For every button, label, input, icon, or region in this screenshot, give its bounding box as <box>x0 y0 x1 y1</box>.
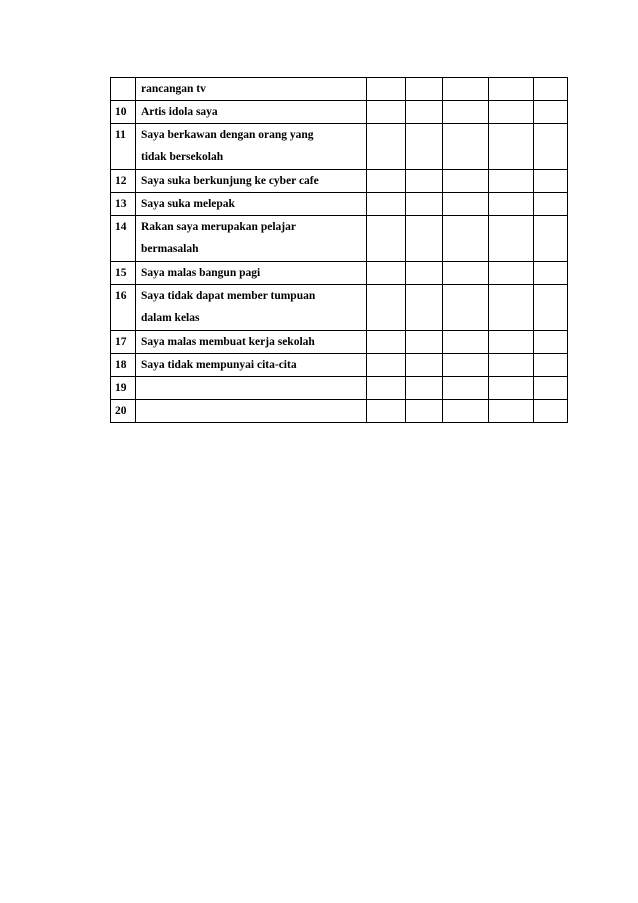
table-row <box>111 377 568 400</box>
statement-cell <box>136 124 367 170</box>
rating-cell-2 <box>406 170 443 193</box>
table-row <box>111 262 568 285</box>
rating-cell-5 <box>534 170 568 193</box>
rating-cell-4 <box>489 331 534 354</box>
table-row <box>111 331 568 354</box>
statement-cell <box>136 377 367 400</box>
row-number: 19 <box>111 377 136 400</box>
table-row <box>111 285 568 331</box>
statement-cell <box>136 331 367 354</box>
rating-cell-3 <box>443 354 489 377</box>
statement-cell <box>136 400 367 423</box>
statement-text: Saya malas bangun pagi <box>141 267 261 279</box>
statement-text-line-1: Saya berkawan dengan orang yang <box>141 129 314 141</box>
statement-cell <box>136 262 367 285</box>
rating-cell-1 <box>367 400 406 423</box>
rating-cell-5 <box>534 124 568 170</box>
rating-cell-4 <box>489 101 534 124</box>
statement-cell <box>136 101 367 124</box>
statement-text: rancangan tv <box>141 83 206 95</box>
table-row <box>111 101 568 124</box>
rating-cell-2 <box>406 262 443 285</box>
statement-text-line-2: dalam kelas <box>141 312 200 324</box>
rating-cell-2 <box>406 216 443 262</box>
rating-cell-2 <box>406 124 443 170</box>
rating-cell-1 <box>367 262 406 285</box>
row-number: 13 <box>111 193 136 216</box>
rating-cell-5 <box>534 101 568 124</box>
statement-text <box>141 377 366 399</box>
row-number: 11 <box>111 124 136 170</box>
row-number: 15 <box>111 262 136 285</box>
rating-cell-1 <box>367 124 406 170</box>
rating-cell-3 <box>443 377 489 400</box>
rating-cell-3 <box>443 101 489 124</box>
rating-cell-1 <box>367 193 406 216</box>
row-number: 16 <box>111 285 136 331</box>
rating-cell-5 <box>534 400 568 423</box>
row-number: 12 <box>111 170 136 193</box>
rating-cell-5 <box>534 262 568 285</box>
table-row <box>111 216 568 262</box>
rating-cell-4 <box>489 377 534 400</box>
rating-cell-3 <box>443 124 489 170</box>
rating-cell-2 <box>406 78 443 101</box>
rating-cell-4 <box>489 354 534 377</box>
row-number: 10 <box>111 101 136 124</box>
rating-cell-3 <box>443 400 489 423</box>
table-row <box>111 124 568 170</box>
rating-cell-1 <box>367 285 406 331</box>
rating-cell-4 <box>489 285 534 331</box>
rating-cell-3 <box>443 193 489 216</box>
row-number: 17 <box>111 331 136 354</box>
row-number: 18 <box>111 354 136 377</box>
statement-cell <box>136 285 367 331</box>
rating-cell-4 <box>489 216 534 262</box>
statement-text-line-1: Saya tidak dapat member tumpuan <box>141 290 316 302</box>
table-row <box>111 78 568 101</box>
rating-cell-2 <box>406 285 443 331</box>
rating-cell-5 <box>534 285 568 331</box>
rating-cell-4 <box>489 78 534 101</box>
rating-cell-3 <box>443 285 489 331</box>
rating-cell-5 <box>534 193 568 216</box>
rating-cell-5 <box>534 216 568 262</box>
row-number: 20 <box>111 400 136 423</box>
rating-cell-2 <box>406 354 443 377</box>
statement-text-line-1: Rakan saya merupakan pelajar <box>141 221 296 233</box>
rating-cell-1 <box>367 354 406 377</box>
statement-text: Saya suka berkunjung ke cyber cafe <box>141 175 319 187</box>
rating-cell-5 <box>534 78 568 101</box>
statement-text: Saya malas membuat kerja sekolah <box>141 336 315 348</box>
statement-text-line-2: bermasalah <box>141 243 199 255</box>
rating-cell-4 <box>489 124 534 170</box>
table-row <box>111 170 568 193</box>
statement-cell <box>136 354 367 377</box>
statement-text: Saya tidak mempunyai cita-cita <box>141 359 297 371</box>
rating-cell-2 <box>406 193 443 216</box>
statement-text: Artis idola saya <box>141 106 218 118</box>
row-number <box>111 78 136 101</box>
rating-cell-5 <box>534 377 568 400</box>
rating-cell-1 <box>367 331 406 354</box>
rating-cell-2 <box>406 101 443 124</box>
row-number: 14 <box>111 216 136 262</box>
rating-cell-2 <box>406 377 443 400</box>
questionnaire-table <box>110 77 568 423</box>
table-row <box>111 193 568 216</box>
rating-cell-4 <box>489 193 534 216</box>
rating-cell-1 <box>367 377 406 400</box>
rating-cell-3 <box>443 170 489 193</box>
statement-text-line-2: tidak bersekolah <box>141 151 224 163</box>
rating-cell-4 <box>489 170 534 193</box>
rating-cell-3 <box>443 262 489 285</box>
rating-cell-4 <box>489 400 534 423</box>
rating-cell-5 <box>534 354 568 377</box>
rating-cell-1 <box>367 216 406 262</box>
rating-cell-2 <box>406 331 443 354</box>
statement-cell <box>136 216 367 262</box>
rating-cell-3 <box>443 331 489 354</box>
table-row <box>111 400 568 423</box>
statement-cell <box>136 170 367 193</box>
rating-cell-5 <box>534 331 568 354</box>
statement-cell <box>136 193 367 216</box>
rating-cell-2 <box>406 400 443 423</box>
statement-cell <box>136 78 367 101</box>
statement-text <box>141 400 366 422</box>
rating-cell-1 <box>367 78 406 101</box>
rating-cell-3 <box>443 216 489 262</box>
rating-cell-3 <box>443 78 489 101</box>
rating-cell-1 <box>367 170 406 193</box>
rating-cell-1 <box>367 101 406 124</box>
rating-cell-4 <box>489 262 534 285</box>
statement-text: Saya suka melepak <box>141 198 235 210</box>
table-row <box>111 354 568 377</box>
